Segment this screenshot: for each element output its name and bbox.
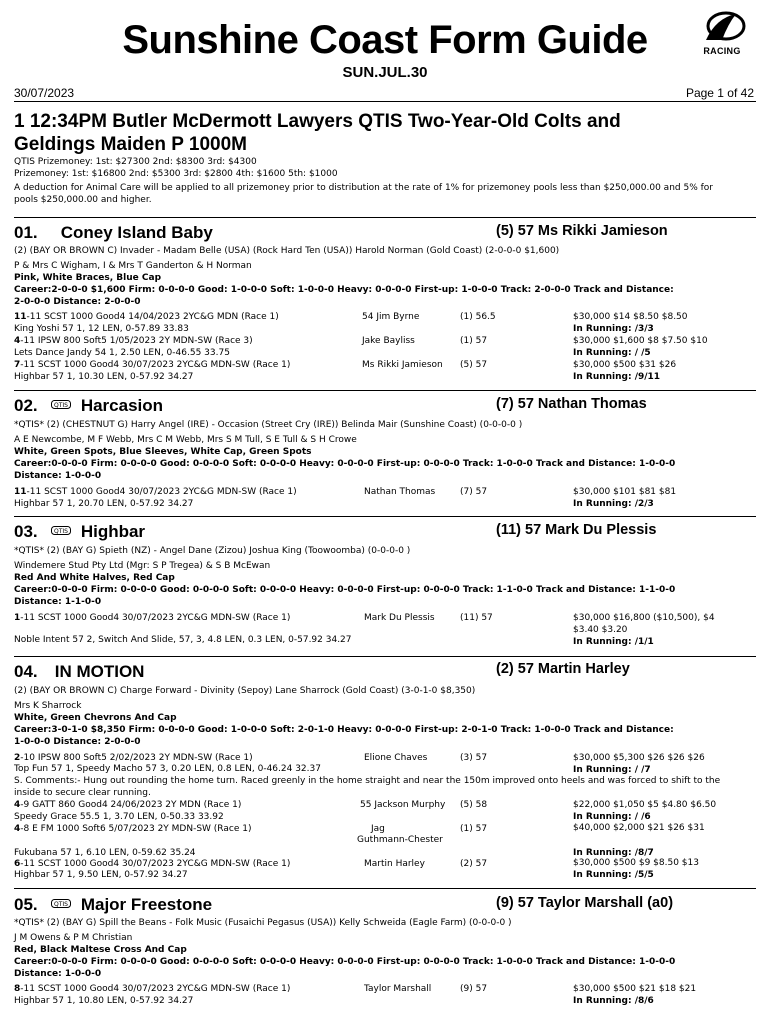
- runner-name: Harcasion: [80, 396, 164, 415]
- runner-heading: [14, 223, 213, 243]
- pedigree: (2) (BAY OR BROWN C) Charge Forward - Divinity (Sepoy) Lane Sharrock (Gold Coast) (3-0-1-0 $8,350): [14, 686, 476, 696]
- run-prize: $30,000 $5,300 $26 $26 $26: [573, 753, 705, 763]
- stewards-comment: inside to secure clear running.: [14, 788, 151, 798]
- run-detail: Top Fun 57 1, Speedy Macho 57 3, 0.20 LEN, 0.8 LEN, 0-46.24 32.37: [14, 764, 321, 774]
- owners: Mrs K Sharrock: [14, 701, 82, 711]
- runner-number: 01.: [14, 223, 38, 242]
- in-running: In Running: /8/7: [573, 848, 654, 858]
- barrier-jockey: (9) 57 Taylor Marshall (a0): [496, 895, 674, 911]
- run-prize: $30,000 $500 $21 $18 $21: [573, 984, 697, 994]
- run-jockey: Mark Du Plessis: [364, 613, 435, 623]
- run-race: 2-10 IPSW 800 Soft5 2/02/2023 2Y MDN-SW (Race 1): [14, 753, 253, 763]
- runner-number: 04.: [14, 662, 38, 681]
- run-jockey: Jag: [371, 824, 385, 834]
- runner-details: [14, 685, 759, 748]
- run-jockey: 54 Jim Byrne: [362, 312, 420, 322]
- run-race: 4-8 E FM 1000 Soft6 5/07/2023 2Y MDN-SW (Race 1): [14, 824, 252, 834]
- runner-number: 03.: [14, 522, 38, 541]
- career-stats: Distance: 1-0-0-0: [14, 471, 102, 481]
- svg-text:QTIS: QTIS: [53, 528, 68, 535]
- prizemoney: Prizemoney: 1st: $16800 2nd: $5300 3rd: $2800 4th: $1600 5th: $1000: [14, 169, 338, 179]
- run-barrier-weight: (5) 58: [460, 800, 488, 810]
- run-race: 7-11 SCST 1000 Good4 30/07/2023 2YC&G MDN-SW (Race 1): [14, 360, 291, 370]
- stewards-comment: S. Comments:- Hung out rounding the home turn. Raced greenly in the home straight and near the 150m improved onto heels and was forced to shift to the: [14, 776, 721, 786]
- runner-name: Highbar: [80, 522, 146, 541]
- runner-details: [14, 917, 759, 980]
- colours: White, Green Spots, Blue Sleeves, White Cap, Green Spots: [14, 447, 312, 457]
- run-detail: Highbar 57 1, 20.70 LEN, 0-57.92 34.27: [14, 499, 194, 509]
- run-barrier-weight: (9) 57: [460, 984, 488, 994]
- form-runs: [14, 612, 759, 648]
- career-stats: Distance: 1-1-0-0: [14, 597, 102, 607]
- run-race: 1-11 SCST 1000 Good4 30/07/2023 2YC&G MDN-SW (Race 1): [14, 613, 291, 623]
- in-running: In Running: /5/5: [573, 870, 654, 880]
- runner-name: IN MOTION: [54, 662, 145, 681]
- career-stats: Career:3-0-1-0 $8,350 Firm: 0-0-0-0 Good: 1-0-0-0 Soft: 2-0-1-0 Heavy: 0-0-0-0 First-up: 2-0-1-0 Track: 1-0-0-0 Track and Distance:: [14, 725, 674, 735]
- run-prize: $30,000 $16,800 ($10,500), $4: [573, 613, 715, 623]
- run-jockey: Taylor Marshall: [364, 984, 432, 994]
- runner-name: Coney Island Baby: [60, 223, 213, 242]
- runner-heading: [14, 662, 144, 682]
- section-divider: [14, 390, 756, 391]
- svg-text:QTIS: QTIS: [53, 402, 68, 409]
- in-running: In Running: / /5: [573, 348, 651, 358]
- section-divider: [14, 217, 756, 218]
- run-barrier-weight: (1) 57: [460, 336, 488, 346]
- colours: White, Green Chevrons And Cap: [14, 713, 177, 723]
- run-prize: $3.40 $3.20: [573, 625, 628, 635]
- owners: P & Mrs C Wigham, I & Mrs T Ganderton & H Norman: [14, 261, 252, 271]
- run-detail: Fukubana 57 1, 6.10 LEN, 0-59.62 35.24: [14, 848, 196, 858]
- race-title-line: 1 12:34PM Butler McDermott Lawyers QTIS Two-Year-Old Colts and: [14, 111, 621, 132]
- race-title-line: Geldings Maiden P 1000M: [14, 134, 248, 155]
- run-barrier-weight: (3) 57: [460, 753, 488, 763]
- qtis-icon: [51, 400, 71, 409]
- runner-number: 02.: [14, 396, 38, 415]
- run-detail: Speedy Grace 55.5 1, 3.70 LEN, 0-50.33 33.92: [14, 812, 224, 822]
- in-running: In Running: /3/3: [573, 324, 654, 334]
- barrier-jockey: (5) 57 Ms Rikki Jamieson: [496, 223, 668, 239]
- colours: Red And White Halves, Red Cap: [14, 573, 175, 583]
- section-divider: [14, 656, 756, 657]
- run-detail: Highbar 57 1, 9.50 LEN, 0-57.92 34.27: [14, 870, 188, 880]
- racing-logo: [692, 10, 752, 68]
- form-runs: [14, 752, 759, 882]
- page-number: Page 1 of 42: [685, 86, 754, 100]
- career-stats: 2-0-0-0 Distance: 2-0-0-0: [14, 297, 141, 307]
- run-prize: $40,000 $2,000 $21 $26 $31: [573, 823, 705, 833]
- meeting-date-heading: SUN.JUL.30: [342, 64, 428, 81]
- qtis-icon: [51, 526, 71, 535]
- in-running: In Running: /2/3: [573, 499, 654, 509]
- form-runs: [14, 983, 759, 1009]
- race-title: [14, 110, 754, 156]
- logo-text: RACING: [703, 46, 741, 56]
- run-race: 11-11 SCST 1000 Good4 30/07/2023 2YC&G MDN-SW (Race 1): [14, 487, 297, 497]
- career-stats: Career:2-0-0-0 $1,600 Firm: 0-0-0-0 Good: 1-0-0-0 Soft: 1-0-0-0 Heavy: 0-0-0-0 First-up: 1-0-0-0 Track: 2-0-0-0 Track and Distance:: [14, 285, 674, 295]
- pedigree: (2) (BAY OR BROWN C) Invader - Madam Belle (USA) (Rock Hard Ten (USA)) Harold Norman (Gold Coast) (2-0-0-0 $1,600): [14, 246, 560, 256]
- in-running: In Running: /1/1: [573, 637, 654, 647]
- qtis-icon: [51, 899, 71, 908]
- run-barrier-weight: (5) 57: [460, 360, 488, 370]
- career-stats: Career:0-0-0-0 Firm: 0-0-0-0 Good: 0-0-0-0 Soft: 0-0-0-0 Heavy: 0-0-0-0 First-up: 0-0-0-0 Track: 1-1-0-0 Track and Distance: 1-1-0-0: [14, 585, 676, 595]
- runner-details: [14, 545, 759, 608]
- career-stats: Career:0-0-0-0 Firm: 0-0-0-0 Good: 0-0-0-0 Soft: 0-0-0-0 Heavy: 0-0-0-0 First-up: 0-0-0-0 Track: 1-0-0-0 Track and Distance: 1-0-0-0: [14, 957, 676, 967]
- colours: Pink, White Braces, Blue Cap: [14, 273, 162, 283]
- run-race: 6-11 SCST 1000 Good4 30/07/2023 2YC&G MDN-SW (Race 1): [14, 859, 291, 869]
- pedigree: *QTIS* (2) (CHESTNUT G) Harry Angel (IRE) - Occasion (Street Cry (IRE)) Belinda Mair (Sunshine Coast) (0-0-0-0 ): [14, 420, 523, 430]
- svg-text:QTIS: QTIS: [53, 901, 68, 908]
- runner-details: [14, 245, 759, 308]
- run-detail: Noble Intent 57 2, Switch And Slide, 57, 3, 4.8 LEN, 0.3 LEN, 0-57.92 34.27: [14, 635, 352, 645]
- deduction-note: pools $250,000.00 and higher.: [14, 195, 152, 205]
- print-date: 30/07/2023: [14, 86, 75, 100]
- career-stats: Career:0-0-0-0 Firm: 0-0-0-0 Good: 0-0-0-0 Soft: 0-0-0-0 Heavy: 0-0-0-0 First-up: 0-0-0-0 Track: 1-0-0-0 Track and Distance: 1-0-0-0: [14, 459, 676, 469]
- in-running: In Running: / /7: [573, 765, 651, 775]
- run-barrier-weight: (2) 57: [460, 859, 488, 869]
- runner-heading: [14, 522, 145, 542]
- run-detail: Highbar 57 1, 10.30 LEN, 0-57.92 34.27: [14, 372, 194, 382]
- deduction-note: A deduction for Animal Care will be applied to all prizemoney prior to distribution at the rate of 1% for prizemoney pools less than $250,000.00 and 5% for: [14, 183, 713, 193]
- page-title: Sunshine Coast Form Guide: [122, 18, 648, 62]
- form-runs: [14, 486, 759, 512]
- run-jockey: Ms Rikki Jamieson: [362, 360, 443, 370]
- qtis-prizemoney: QTIS Prizemoney: 1st: $27300 2nd: $8300 3rd: $4300: [14, 157, 257, 167]
- owners: Windemere Stud Pty Ltd (Mgr: S P Tregea) & S B McEwan: [14, 561, 271, 571]
- form-runs: [14, 311, 759, 383]
- race-prizemoney: [14, 156, 756, 206]
- run-race: 11-11 SCST 1000 Good4 14/04/2023 2YC&G MDN (Race 1): [14, 312, 279, 322]
- run-barrier-weight: (1) 56.5: [460, 312, 496, 322]
- run-detail: King Yoshi 57 1, 12 LEN, 0-57.89 33.83: [14, 324, 189, 334]
- run-prize: $30,000 $500 $31 $26: [573, 360, 677, 370]
- run-prize: $30,000 $101 $81 $81: [573, 487, 677, 497]
- run-detail: Highbar 57 1, 10.80 LEN, 0-57.92 34.27: [14, 996, 194, 1006]
- runner-number: 05.: [14, 895, 38, 914]
- run-barrier-weight: (1) 57: [460, 824, 488, 834]
- colours: Red, Black Maltese Cross And Cap: [14, 945, 187, 955]
- in-running: In Running: / /6: [573, 812, 651, 822]
- owners: J M Owens & P M Christian: [14, 933, 133, 943]
- career-stats: 1-0-0-0 Distance: 2-0-0-0: [14, 737, 141, 747]
- run-jockey: Nathan Thomas: [364, 487, 436, 497]
- run-prize: $30,000 $1,600 $8 $7.50 $10: [573, 336, 708, 346]
- run-race: 4-9 GATT 860 Good4 24/06/2023 2Y MDN (Race 1): [14, 800, 242, 810]
- section-divider: [14, 516, 756, 517]
- run-prize: $30,000 $500 $9 $8.50 $13: [573, 858, 699, 868]
- pedigree: *QTIS* (2) (BAY G) Spill the Beans - Folk Music (Fusaichi Pegasus (USA)) Kelly Schweida (Eagle Farm) (0-0-0-0 ): [14, 918, 512, 928]
- header-divider: [14, 101, 756, 102]
- barrier-jockey: (2) 57 Martin Harley: [496, 661, 630, 677]
- run-barrier-weight: (7) 57: [460, 487, 488, 497]
- run-jockey: Jake Bayliss: [362, 336, 415, 346]
- owners: A E Newcombe, M F Webb, Mrs C M Webb, Mrs S M Tull, S E Tull & S H Crowe: [14, 435, 357, 445]
- barrier-jockey: (11) 57 Mark Du Plessis: [496, 522, 657, 538]
- in-running: In Running: /8/6: [573, 996, 654, 1006]
- run-jockey: Guthmann-Chester: [357, 835, 443, 845]
- barrier-jockey: (7) 57 Nathan Thomas: [496, 396, 647, 412]
- run-prize: $30,000 $14 $8.50 $8.50: [573, 312, 688, 322]
- runner-name: Major Freestone: [80, 895, 213, 914]
- run-jockey: Martin Harley: [364, 859, 425, 869]
- career-stats: Distance: 1-0-0-0: [14, 969, 102, 979]
- racing-logo-icon: [692, 10, 752, 48]
- run-detail: Lets Dance Jandy 54 1, 2.50 LEN, 0-46.55 33.75: [14, 348, 230, 358]
- run-race: 4-11 IPSW 800 Soft5 1/05/2023 2Y MDN-SW (Race 3): [14, 336, 253, 346]
- run-jockey: Elione Chaves: [364, 753, 428, 763]
- runner-details: [14, 419, 759, 482]
- run-race: 8-11 SCST 1000 Good4 30/07/2023 2YC&G MDN-SW (Race 1): [14, 984, 291, 994]
- runner-heading: [14, 396, 163, 416]
- run-jockey: 55 Jackson Murphy: [360, 800, 446, 810]
- runner-heading: [14, 895, 212, 915]
- run-prize: $22,000 $1,050 $5 $4.80 $6.50: [573, 800, 717, 810]
- run-barrier-weight: (11) 57: [460, 613, 493, 623]
- section-divider: [14, 888, 756, 889]
- in-running: In Running: /9/11: [573, 372, 661, 382]
- pedigree: *QTIS* (2) (BAY G) Spieth (NZ) - Angel Dane (Zizou) Joshua King (Toowoomba) (0-0-0-0 ): [14, 546, 411, 556]
